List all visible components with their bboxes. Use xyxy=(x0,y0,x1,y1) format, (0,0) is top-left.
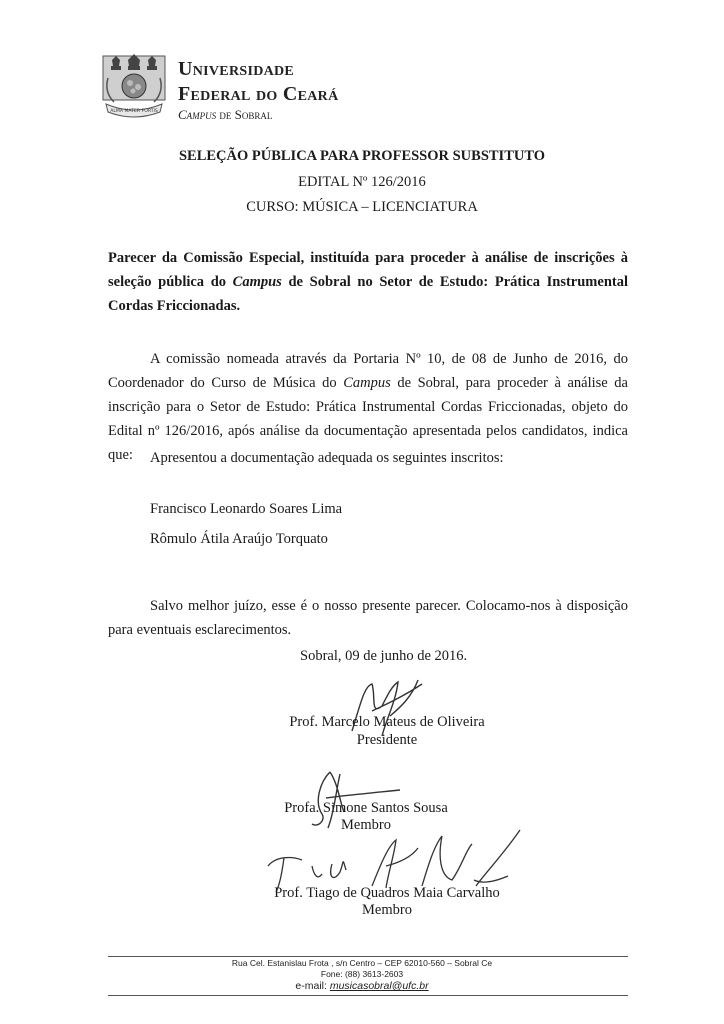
footer-top-rule xyxy=(108,956,628,957)
signatory-role: Presidente xyxy=(356,732,418,748)
campus-label xyxy=(178,107,272,123)
candidate-item: Rômulo Átila Araújo Torquato xyxy=(150,531,328,547)
signatory-name: Profa. Simone Santos Sousa xyxy=(284,800,448,816)
university-seal-logo xyxy=(100,52,168,122)
campus-rest: de Sobral xyxy=(216,107,273,122)
university-name-line2: Federal do Ceará xyxy=(178,83,339,105)
seal-motto: ALMA MATER FORTIS xyxy=(110,109,158,114)
signatory-name: Prof. Marcelo Mateus de Oliveira xyxy=(289,714,485,730)
university-name-line1: Universidade xyxy=(178,58,295,80)
footer-address: Rua Cel. Estanislau Frota , s/n Centro – CEP 62010-560 – Sobral Ce xyxy=(231,958,493,968)
opinion-paragraph: Parecer da Comissão Especial, instituída para proceder à análise de inscrições à seleção pública do Campus de Sobral no Setor de Estudo: Prática Instrumental Cordas Friccionadas. xyxy=(108,250,628,314)
signatory-role: Membro xyxy=(362,902,412,918)
email-link[interactable]: musicasobral@ufc.br xyxy=(329,980,429,992)
candidate-item: Francisco Leonardo Soares Lima xyxy=(150,501,343,517)
footer-bottom-rule xyxy=(108,995,628,996)
closing-paragraph: Salvo melhor juízo, esse é o nosso presente parecer. Colocamo-nos à disposição para eventuais esclarecimentos. xyxy=(108,598,628,638)
selection-title: SELEÇÃO PÚBLICA PARA PROFESSOR SUBSTITUTO xyxy=(178,148,546,164)
email-label: e-mail: xyxy=(295,980,330,992)
body-paragraph: A comissão nomeada através da Portaria Nº 10, de 08 de Junho de 2016, do Coordenador do Curso de Música do Campus de Sobral, para proceder à análise da inscrição para o Setor de Estudo: Prática Instrumental Cordas Friccionadas, objeto do Edital nº 126/2016, após análise da documentação apresentada pelos candidatos, indica que: xyxy=(108,351,628,463)
signatory-role: Membro xyxy=(341,817,391,833)
campus-word: Campus xyxy=(343,375,391,391)
campus-word: Campus xyxy=(232,274,282,290)
edital-number: EDITAL Nº 126/2016 xyxy=(298,174,426,190)
course-name: CURSO: MÚSICA – LICENCIATURA xyxy=(246,199,478,215)
list-intro: Apresentou a documentação adequada os seguintes inscritos: xyxy=(150,450,504,466)
footer-email-line xyxy=(0,980,724,992)
place-date: Sobral, 09 de junho de 2016. xyxy=(300,648,468,664)
footer-phone: Fone: (88) 3613-2603 xyxy=(320,969,404,979)
signatory-name: Prof. Tiago de Quadros Maia Carvalho xyxy=(274,885,500,901)
campus-italic: Campus xyxy=(178,107,217,122)
